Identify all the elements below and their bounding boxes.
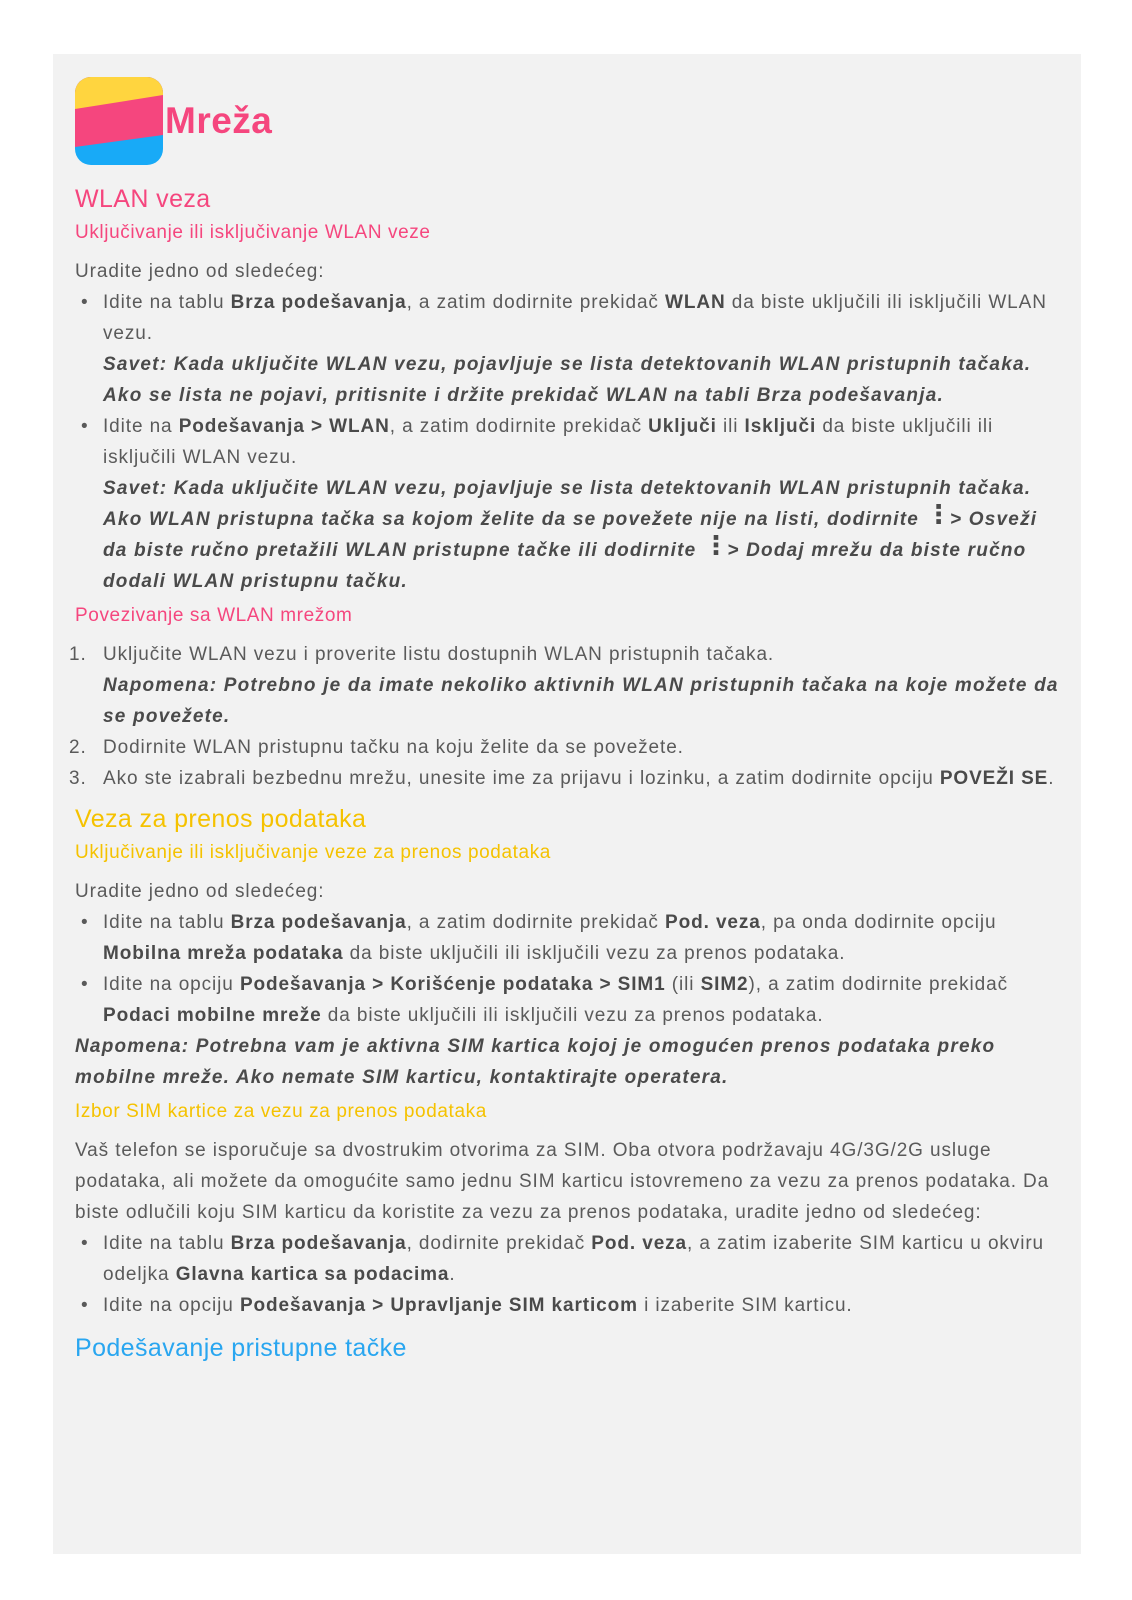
tip-text: Savet: Kada uključite WLAN vezu, pojavljuje se lista detektovanih WLAN pristupnih tačaka. Ako WLAN pristupna tačka sa kojom želite da se povežete nije na listi, dodirnite ⋮ > Osveži da biste ručno pretažili WLAN pristupne tačke ili dodirnite ⋮ > Dodaj mrežu da biste ručno dodali WLAN pristupnu tačku. (103, 478, 1038, 592)
page-header (75, 76, 272, 166)
document-body (69, 184, 1065, 1369)
more-options-icon: ⋮ (925, 499, 953, 529)
page-panel (53, 54, 1081, 1554)
multicolor-app-icon (75, 77, 163, 165)
intro-text: Uradite jedno od sledećeg: (75, 881, 325, 902)
tip-text: Savet: Kada uključite WLAN vezu, pojavljuje se lista detektovanih WLAN pristupnih tačaka. Ako se lista ne pojavi, pritisnite i držite prekidač WLAN na tabli Brza podešavanja. (103, 354, 1032, 406)
list-item: • Idite na Podešavanja > WLAN, a zatim dodirnite prekidač Uključi ili Isključi da biste uključili ili isključili WLAN vezu. Savet: Kada uključite WLAN vezu, pojavljuje se lista detektovanih WLAN pristupnih tačaka. Ako WLAN pristupna tačka sa kojom želite da se povežete nije na listi, dodirnite ⋮ > Osveži da biste ručno pretažili WLAN pristupne tačke ili dodirnite ⋮ > Dodaj mrežu da biste ručno dodali WLAN pristupnu tačku. (75, 411, 1065, 597)
list-item: • Idite na tablu Brza podešavanja, dodirnite prekidač Pod. veza, a zatim izaberite SIM karticu u okviru odeljka Glavna kartica sa podacima. (75, 1228, 1065, 1290)
list-item: • Idite na tablu Brza podešavanja, a zatim dodirnite prekidač WLAN da biste uključili ili isključili WLAN vezu. Savet: Kada uključite WLAN vezu, pojavljuje se lista detektovanih WLAN pristupnih tačaka. Ako se lista ne pojavi, pritisnite i držite prekidač WLAN na tabli Brza podešavanja. (75, 287, 1065, 411)
list-item: 3. Ako ste izabrali bezbednu mrežu, unesite ime za prijavu i lozinku, a zatim dodirnite opciju POVEŽI SE. (69, 768, 1055, 789)
bullet-list (75, 287, 1065, 597)
note-text: Napomena: Potrebno je da imate nekoliko aktivnih WLAN pristupnih tačaka na koje možete da se povežete. (103, 675, 1059, 727)
subtitle-data-toggle: Uključivanje ili isključivanje veze za prenos podataka (75, 842, 551, 863)
subtitle-wlan-toggle: Uključivanje ili isključivanje WLAN veze (75, 222, 431, 243)
subtitle-sim-select: Izbor SIM kartice za vezu za prenos podataka (75, 1101, 487, 1122)
intro-text: Vaš telefon se isporučuje sa dvostrukim otvorima za SIM. Oba otvora podržavaju 4G/3G/2G usluge podataka, ali možete da omogućite samo jednu SIM karticu istovremeno za vezu za prenos podataka. Da biste odlučili koju SIM karticu da koristite za vezu za prenos podataka, uradite jedno od sledećeg: (75, 1140, 1050, 1223)
bullet-list (75, 1228, 1065, 1321)
section-title-data: Veza za prenos podataka (75, 805, 367, 833)
more-options-icon: ⋮ (702, 530, 731, 560)
list-item: • Idite na opciju Podešavanja > Upravljanje SIM karticom i izaberite SIM karticu. (75, 1290, 1065, 1321)
list-item: 1. Uključite WLAN vezu i proverite listu dostupnih WLAN pristupnih tačaka. Napomena: Potrebno je da imate nekoliko aktivnih WLAN pristupnih tačaka na koje možete da se povežete. (75, 639, 1065, 732)
list-item: • Idite na tablu Brza podešavanja, a zatim dodirnite prekidač Pod. veza, pa onda dodirnite opciju Mobilna mreža podataka da biste uključili ili isključili vezu za prenos podataka. (75, 907, 1065, 969)
intro-text: Uradite jedno od sledećeg: (75, 261, 325, 282)
section-title-apn: Podešavanje pristupne tačke (75, 1334, 407, 1362)
numbered-list (69, 639, 1065, 794)
list-item: • Idite na opciju Podešavanja > Korišćenje podataka > SIM1 (ili SIM2), a zatim dodirnite prekidač Podaci mobilne mreže da biste uključili ili isključili vezu za prenos podataka. (75, 969, 1065, 1031)
bullet-list (75, 907, 1065, 1031)
page-title: Mreža (165, 100, 273, 141)
list-item: 2. Dodirnite WLAN pristupnu tačku na koju želite da se povežete. (69, 737, 684, 758)
section-title-wlan: WLAN veza (75, 185, 211, 213)
subtitle-wlan-connect: Povezivanje sa WLAN mrežom (75, 605, 353, 626)
note-text: Napomena: Potrebna vam je aktivna SIM kartica kojoj je omogućen prenos podataka preko mobilne mreže. Ako nemate SIM karticu, kontaktirajte operatera. (75, 1036, 996, 1088)
